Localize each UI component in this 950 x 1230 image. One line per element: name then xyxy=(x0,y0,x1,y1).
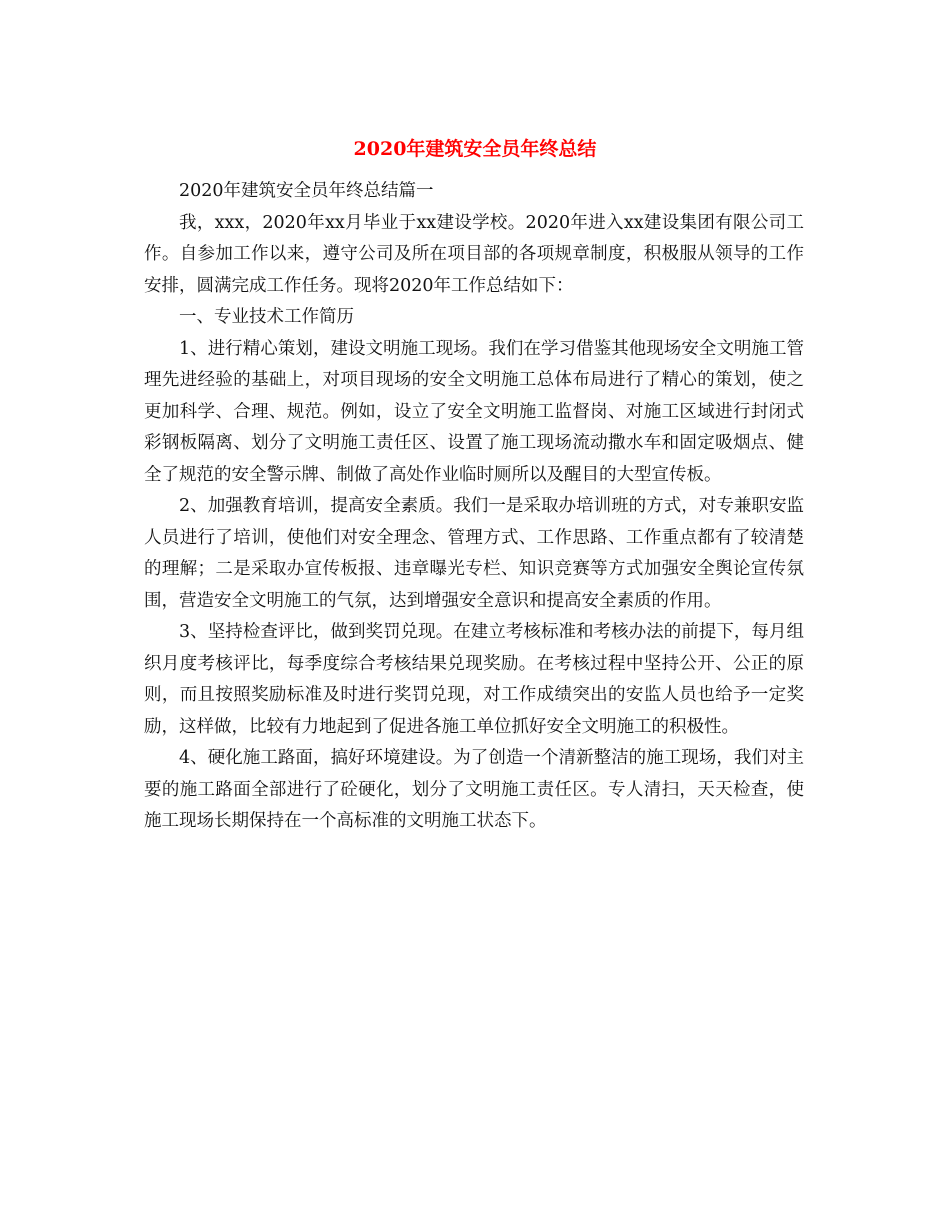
paragraph-item-1: 1、进行精心策划，建设文明施工现场。我们在学习借鉴其他现场安全文明施工管理先进经验的基础上，对项目现场的安全文明施工总体布局进行了精心的策划，使之更加科学、合理、规范。例如，设立了安全文明施工监督岗、对施工区域进行封闭式彩钢板隔离、划分了文明施工责任区、设置了施工现场流动撒水车和固定吸烟点、健全了规范的安全警示牌、制做了高处作业临时厕所以及醒目的大型宣传板。 xyxy=(144,338,804,485)
intro-paragraph: 我，xxx，2020年xx月毕业于xx建设学校。2020年进入xx建设集团有限公司工作。自参加工作以来，遵守公司及所在项目部的各项规章制度，积极服从领导的工作安排，圆满完成工作任务。现将2020年工作总结如下： xyxy=(144,212,804,296)
document-title: 2020年建筑安全员年终总结 xyxy=(353,138,597,160)
document-body xyxy=(144,176,804,838)
paragraph-item-3: 3、坚持检查评比，做到奖罚兑现。在建立考核标准和考核办法的前提下，每月组织月度考核评比，每季度综合考核结果兑现奖励。在考核过程中坚持公开、公正的原则，而且按照奖励标准及时进行奖罚兑现，对工作成绩突出的安监人员也给予一定奖励，这样做，比较有力地起到了促进各施工单位抓好安全文明施工的积极性。 xyxy=(144,622,804,737)
section-heading: 2020年建筑安全员年终总结篇一 xyxy=(179,181,434,201)
paragraph-item-4: 4、硬化施工路面，搞好环境建设。为了创造一个清新整洁的施工现场，我们对主要的施工路面全部进行了砼硬化，划分了文明施工责任区。专人清扫，天天检查，使施工现场长期保持在一个高标准的文明施工状态下。 xyxy=(144,748,804,831)
subsection-heading: 一、专业技术工作简历 xyxy=(179,307,354,327)
paragraph-item-2: 2、加强教育培训，提高安全素质。我们一是采取办培训班的方式，对专兼职安监人员进行了培训，使他们对安全理念、管理方式、工作思路、工作重点都有了较清楚的理解；二是采取办宣传板报、违章曝光专栏、知识竞赛等方式加强安全舆论宣传氛围，营造安全文明施工的气氛，达到增强安全意识和提高安全素质的作用。 xyxy=(144,496,804,611)
